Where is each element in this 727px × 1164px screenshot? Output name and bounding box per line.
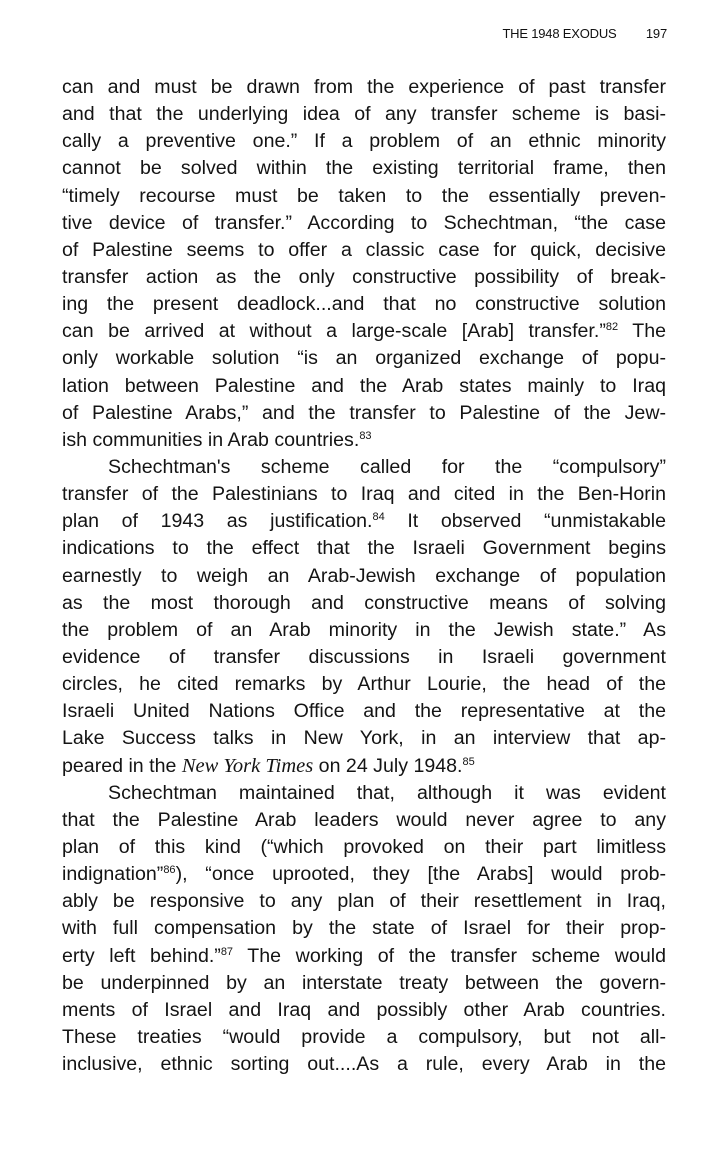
text-line: of Palestine Arabs,” and the transfer to Palestine of the Jew- (62, 401, 666, 424)
text-line: circles, he cited remarks by Arthur Lourie, the head of the (62, 673, 666, 696)
text-line: ing the present deadlock...and that no constructive solution (62, 293, 666, 316)
publication-title: New York Times (181, 754, 314, 777)
body-text (62, 74, 666, 1078)
text-line: of Palestine seems to offer a classic case for quick, decisive (62, 238, 666, 261)
footnote-ref-84: 84 (372, 511, 385, 524)
text-line: and that the underlying idea of any transfer scheme is basi- (62, 103, 666, 126)
text-segment: It observed “unmistakable (384, 510, 666, 533)
text-line: Schechtman maintained that, although it was evident (108, 781, 666, 804)
footnote-ref-82: 82 (605, 321, 619, 334)
text-line: cannot be solved within the existing territorial frame, then (62, 157, 666, 180)
text-segment: The working of the transfer scheme would (233, 944, 666, 967)
text-line: the problem of an Arab minority in the Jewish state.” As (62, 618, 666, 641)
footnote-ref-83: 83 (359, 429, 372, 442)
text-line: as the most thorough and constructive means of solving (62, 591, 666, 614)
paragraph-3 (62, 780, 666, 1079)
text-line (62, 861, 666, 888)
page-number: 197 (645, 26, 667, 41)
text-line: Schechtman's scheme called for the “compulsory” (108, 455, 666, 478)
text-line: inclusive, ethnic sorting out....As a rule, every Arab in the (62, 1053, 666, 1076)
text-line: indications to the effect that the Israeli Government begins (62, 537, 666, 560)
running-head-title: THE 1948 EXODUS (502, 26, 617, 41)
text-line (62, 427, 666, 454)
paragraph-2 (62, 454, 666, 780)
text-line: Israeli United Nations Office and the representative at the (62, 700, 666, 723)
text-line: plan of this kind (“which provoked on their part limitless (62, 835, 666, 858)
text-line: lation between Palestine and the Arab states mainly to Iraq (62, 374, 666, 397)
text-line: “timely recourse must be taken to the essentially preven- (62, 184, 666, 207)
text-line: that the Palestine Arab leaders would never agree to any (62, 808, 666, 831)
text-segment: ish communities in Arab countries. (62, 428, 360, 451)
paragraph-1 (62, 74, 666, 454)
text-line: earnestly to weigh an Arab-Jewish exchange of population (62, 564, 666, 587)
text-line: can and must be drawn from the experience of past transfer (62, 76, 666, 98)
text-line: cally a preventive one.” If a problem of an ethnic minority (62, 130, 666, 153)
text-segment: plan of 1943 as justification. (62, 510, 373, 533)
text-segment: erty left behind.” (62, 944, 221, 967)
text-line: These treaties “would provide a compulsory, but not all- (62, 1025, 666, 1048)
text-line: ments of Israel and Iraq and possibly other Arab countries. (62, 998, 666, 1021)
text-segment: ), “once uprooted, they [the Arabs] would prob- (175, 863, 666, 886)
footnote-ref-87: 87 (220, 945, 234, 958)
text-segment: can be arrived at without a large-scale [Arab] transfer.” (62, 320, 606, 343)
text-line: transfer of the Palestinians to Iraq and cited in the Ben-Horin (62, 483, 666, 506)
footnote-ref-86: 86 (163, 864, 176, 877)
text-line (62, 508, 666, 535)
text-line: Lake Success talks in New York, in an interview that ap- (62, 727, 666, 750)
text-line: only workable solution “is an organized exchange of popu- (62, 347, 666, 370)
text-segment: on 24 July 1948. (313, 754, 463, 777)
text-line (62, 753, 666, 780)
text-segment: The (618, 320, 666, 343)
text-line: with full compensation by the state of Israel for their prop- (62, 917, 666, 940)
text-segment: peared in the (62, 754, 182, 777)
footnote-ref-85: 85 (462, 755, 475, 768)
text-line: evidence of transfer discussions in Israeli government (62, 645, 666, 668)
text-line (62, 943, 666, 970)
text-line (62, 318, 666, 345)
text-line: tive device of transfer.” According to Schechtman, “the case (62, 211, 666, 234)
text-line: be underpinned by an interstate treaty between the govern- (62, 971, 666, 994)
text-segment: indignation” (62, 863, 164, 886)
text-line: ably be responsive to any plan of their resettlement in Iraq, (62, 890, 666, 913)
text-line: transfer action as the only constructive possibility of break- (62, 265, 666, 288)
running-head (502, 26, 667, 41)
